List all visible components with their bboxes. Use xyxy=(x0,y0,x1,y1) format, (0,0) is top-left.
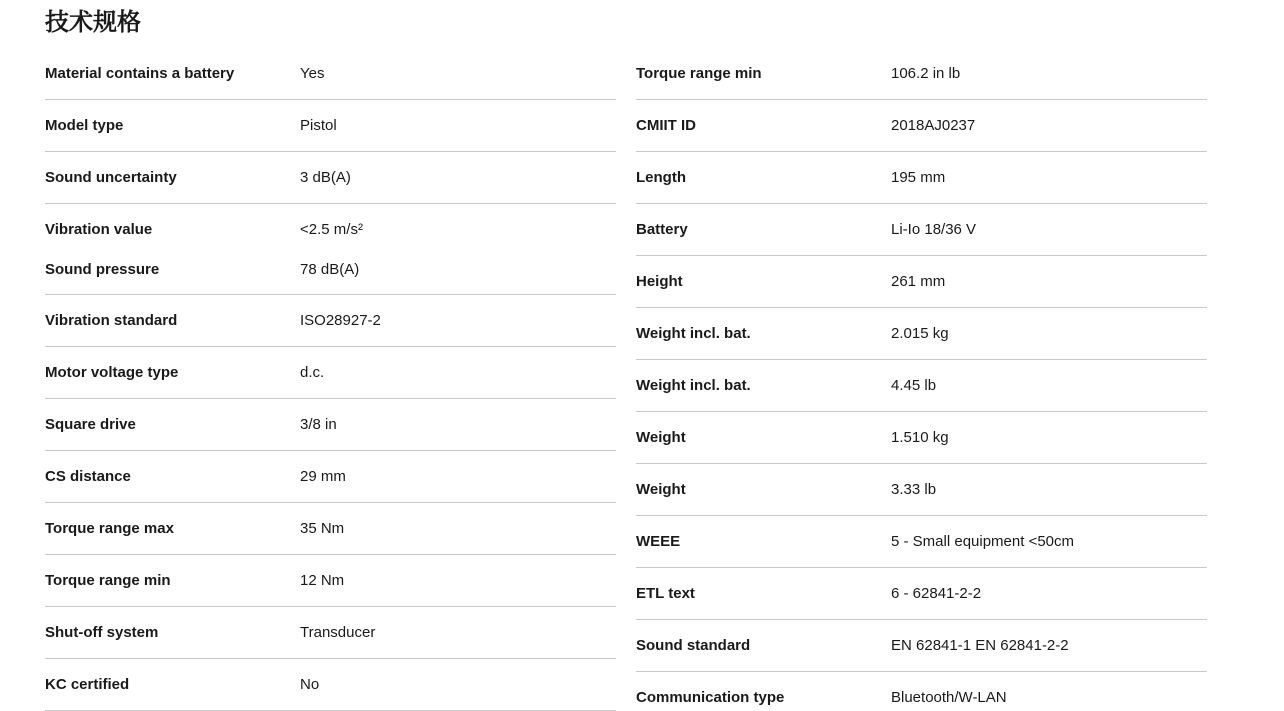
spec-value: 6 - 62841-2-2 xyxy=(891,585,982,602)
spec-row xyxy=(636,308,1207,359)
spec-label: Weight xyxy=(636,429,686,446)
spec-value: 29 mm xyxy=(300,468,346,485)
spec-value: 1.510 kg xyxy=(891,429,949,446)
spec-section xyxy=(636,100,1207,152)
spec-row xyxy=(636,48,1207,99)
spec-value: 195 mm xyxy=(891,169,946,186)
spec-section xyxy=(636,204,1207,256)
spec-section xyxy=(636,256,1207,308)
spec-label: Sound pressure xyxy=(45,260,160,278)
spec-label: CMIIT ID xyxy=(636,117,696,134)
spec-column-right xyxy=(636,48,1207,711)
spec-label: Material contains a battery xyxy=(45,65,235,82)
spec-label: Weight xyxy=(636,481,686,498)
spec-section xyxy=(45,295,616,347)
spec-row xyxy=(636,620,1207,671)
spec-value: 2018AJ0237 xyxy=(891,117,976,134)
spec-row xyxy=(45,48,616,99)
spec-label: Communication type xyxy=(636,689,785,706)
spec-value: 12 Nm xyxy=(300,572,345,589)
spec-value: 3 dB(A) xyxy=(300,169,351,186)
spec-row xyxy=(636,516,1207,567)
spec-row xyxy=(636,360,1207,411)
spec-row xyxy=(636,568,1207,619)
spec-row xyxy=(45,659,616,710)
spec-value: 4.45 lb xyxy=(891,377,937,394)
spec-section xyxy=(636,620,1207,672)
spec-value: Yes xyxy=(300,65,325,82)
spec-value: d.c. xyxy=(300,364,325,381)
spec-label: Length xyxy=(636,169,686,186)
spec-row xyxy=(636,412,1207,463)
spec-label: KC certified xyxy=(45,676,130,693)
spec-label: Height xyxy=(636,273,683,290)
spec-value: EN 62841-1 EN 62841-2-2 xyxy=(891,637,1069,654)
spec-section xyxy=(45,347,616,399)
spec-label: Vibration value xyxy=(45,220,153,238)
spec-row xyxy=(45,451,616,502)
spec-section xyxy=(45,503,616,555)
spec-value: 78 dB(A) xyxy=(300,260,360,278)
spec-section xyxy=(636,516,1207,568)
spec-row xyxy=(636,204,1207,255)
spec-row xyxy=(636,464,1207,515)
spec-section xyxy=(45,204,616,295)
spec-row xyxy=(636,152,1207,203)
spec-label: CS distance xyxy=(45,468,131,485)
spec-label: WEEE xyxy=(636,533,681,550)
spec-label: Sound uncertainty xyxy=(45,169,177,186)
spec-value: 2.015 kg xyxy=(891,325,949,342)
spec-section xyxy=(636,412,1207,464)
spec-section xyxy=(636,672,1207,711)
spec-value: 106.2 in lb xyxy=(891,65,961,82)
spec-value: 261 mm xyxy=(891,273,946,290)
spec-value: 35 Nm xyxy=(300,520,345,537)
spec-value: ISO28927-2 xyxy=(300,312,381,329)
spec-section xyxy=(636,48,1207,100)
spec-value: Transducer xyxy=(300,624,376,641)
spec-section xyxy=(636,360,1207,412)
spec-row xyxy=(636,100,1207,151)
spec-row xyxy=(45,295,616,346)
spec-value: Pistol xyxy=(300,117,337,134)
spec-label: ETL text xyxy=(636,585,695,602)
spec-value: 3.33 lb xyxy=(891,481,937,498)
spec-label: Vibration standard xyxy=(45,312,178,329)
spec-row xyxy=(45,152,616,203)
spec-section xyxy=(45,607,616,659)
spec-label: Weight incl. bat. xyxy=(636,377,751,394)
spec-value: 5 - Small equipment <50cm xyxy=(891,533,1075,550)
spec-section xyxy=(636,568,1207,620)
spec-label: Torque range min xyxy=(636,65,762,82)
spec-section xyxy=(45,555,616,607)
spec-label: Torque range min xyxy=(45,572,171,589)
spec-section xyxy=(636,152,1207,204)
spec-section xyxy=(45,100,616,152)
spec-section xyxy=(45,659,616,711)
spec-section xyxy=(636,308,1207,360)
spec-row xyxy=(45,209,616,249)
spec-column-left xyxy=(45,48,616,711)
spec-label: Square drive xyxy=(45,416,136,433)
spec-section xyxy=(45,48,616,100)
spec-section xyxy=(45,152,616,204)
spec-columns xyxy=(45,48,1207,711)
spec-label: Battery xyxy=(636,221,688,238)
spec-section xyxy=(636,464,1207,516)
spec-label: Shut-off system xyxy=(45,624,159,641)
spec-row xyxy=(45,347,616,398)
spec-row xyxy=(45,607,616,658)
spec-label: Sound standard xyxy=(636,637,751,654)
spec-value: No xyxy=(300,676,320,693)
spec-row xyxy=(45,503,616,554)
page-title: 技术规格 xyxy=(45,9,141,36)
spec-section xyxy=(45,399,616,451)
spec-value: Li-Io 18/36 V xyxy=(891,221,977,238)
spec-row xyxy=(45,555,616,606)
spec-label: Motor voltage type xyxy=(45,364,179,381)
spec-label: Model type xyxy=(45,117,124,134)
spec-value: Bluetooth/W-LAN xyxy=(891,689,1007,706)
spec-row xyxy=(45,399,616,450)
spec-row xyxy=(636,672,1207,711)
spec-row xyxy=(45,249,616,289)
spec-label: Weight incl. bat. xyxy=(636,325,751,342)
spec-row xyxy=(636,256,1207,307)
spec-section xyxy=(45,451,616,503)
spec-value: <2.5 m/s² xyxy=(300,220,363,238)
spec-label: Torque range max xyxy=(45,520,174,537)
spec-row xyxy=(45,100,616,151)
spec-value: 3/8 in xyxy=(300,416,337,433)
